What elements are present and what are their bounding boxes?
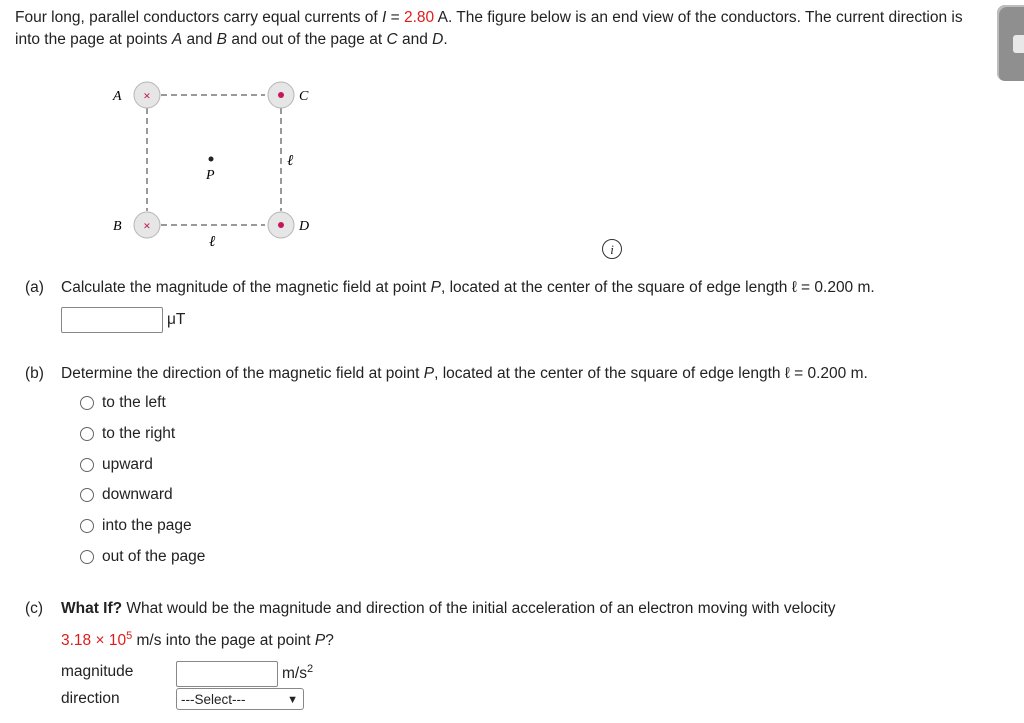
chevron-down-icon: ▼ <box>287 694 298 706</box>
label-edge-bottom: ℓ <box>209 234 216 250</box>
problem-statement: Four long, parallel conductors carry equal currents of I = 2.80 A. The figure below is an end view of the conductors. The current direction is into the page at points A and B and out of the page at C and D. <box>15 9 963 48</box>
conductor-B <box>134 212 160 238</box>
conductor-D <box>268 212 294 238</box>
panel-handle-icon <box>1013 35 1024 53</box>
out-of-page-icon <box>278 222 284 228</box>
conductors-figure <box>105 70 335 260</box>
conductor-C <box>268 82 294 108</box>
label-P: P <box>206 168 215 183</box>
option-right[interactable]: to the right <box>80 423 175 445</box>
option-left[interactable]: to the left <box>80 392 166 414</box>
direction-select[interactable]: ---Select--- ▼ <box>176 688 304 710</box>
label-edge-right: ℓ <box>287 153 294 169</box>
radio-button[interactable] <box>80 488 94 502</box>
radio-button[interactable] <box>80 458 94 472</box>
option-downward[interactable]: downward <box>80 484 173 506</box>
part-a-question: (a) Calculate the magnitude of the magnetic field at point P, located at the center of the square of edge length ℓ = 0.200 m. <box>25 279 875 296</box>
radio-button[interactable] <box>80 427 94 441</box>
label-B: B <box>113 219 122 234</box>
part-c-question: (c) What If? What would be the magnitude and direction of the initial acceleration of an electron moving with velocity <box>25 600 836 617</box>
radio-button[interactable] <box>80 519 94 533</box>
option-upward[interactable]: upward <box>80 454 153 476</box>
info-icon[interactable]: i <box>602 239 622 259</box>
side-panel-tab[interactable] <box>997 5 1024 81</box>
label-A: A <box>113 89 122 104</box>
label-C: C <box>299 89 309 104</box>
part-c-question-line2: $3.18 \times 10^5$ m/s into the page at point P? <box>61 630 334 650</box>
direction-label: direction <box>61 690 120 707</box>
magnitude-label: magnitude <box>61 663 134 680</box>
into-page-icon: × <box>143 218 151 233</box>
into-page-icon: × <box>143 88 151 103</box>
out-of-page-icon <box>278 92 284 98</box>
current-value: 2.80 <box>404 9 435 26</box>
conductor-A <box>134 82 160 108</box>
velocity-value: $3.18 \times 10^5$ <box>61 630 133 650</box>
part-a-unit: μT <box>167 311 186 328</box>
point-P-dot <box>209 157 214 162</box>
label-D: D <box>299 219 310 234</box>
radio-button[interactable] <box>80 396 94 410</box>
radio-button[interactable] <box>80 550 94 564</box>
magnitude-input[interactable] <box>176 661 278 687</box>
magnitude-unit: $m/s^2$ <box>282 663 314 683</box>
option-into-page[interactable]: into the page <box>80 515 192 537</box>
part-a-answer-input[interactable] <box>61 307 163 333</box>
part-b-question: (b) Determine the direction of the magnetic field at point P, located at the center of the square of edge length ℓ = 0.200 m. <box>25 365 868 382</box>
option-out-of-page[interactable]: out of the page <box>80 546 205 568</box>
